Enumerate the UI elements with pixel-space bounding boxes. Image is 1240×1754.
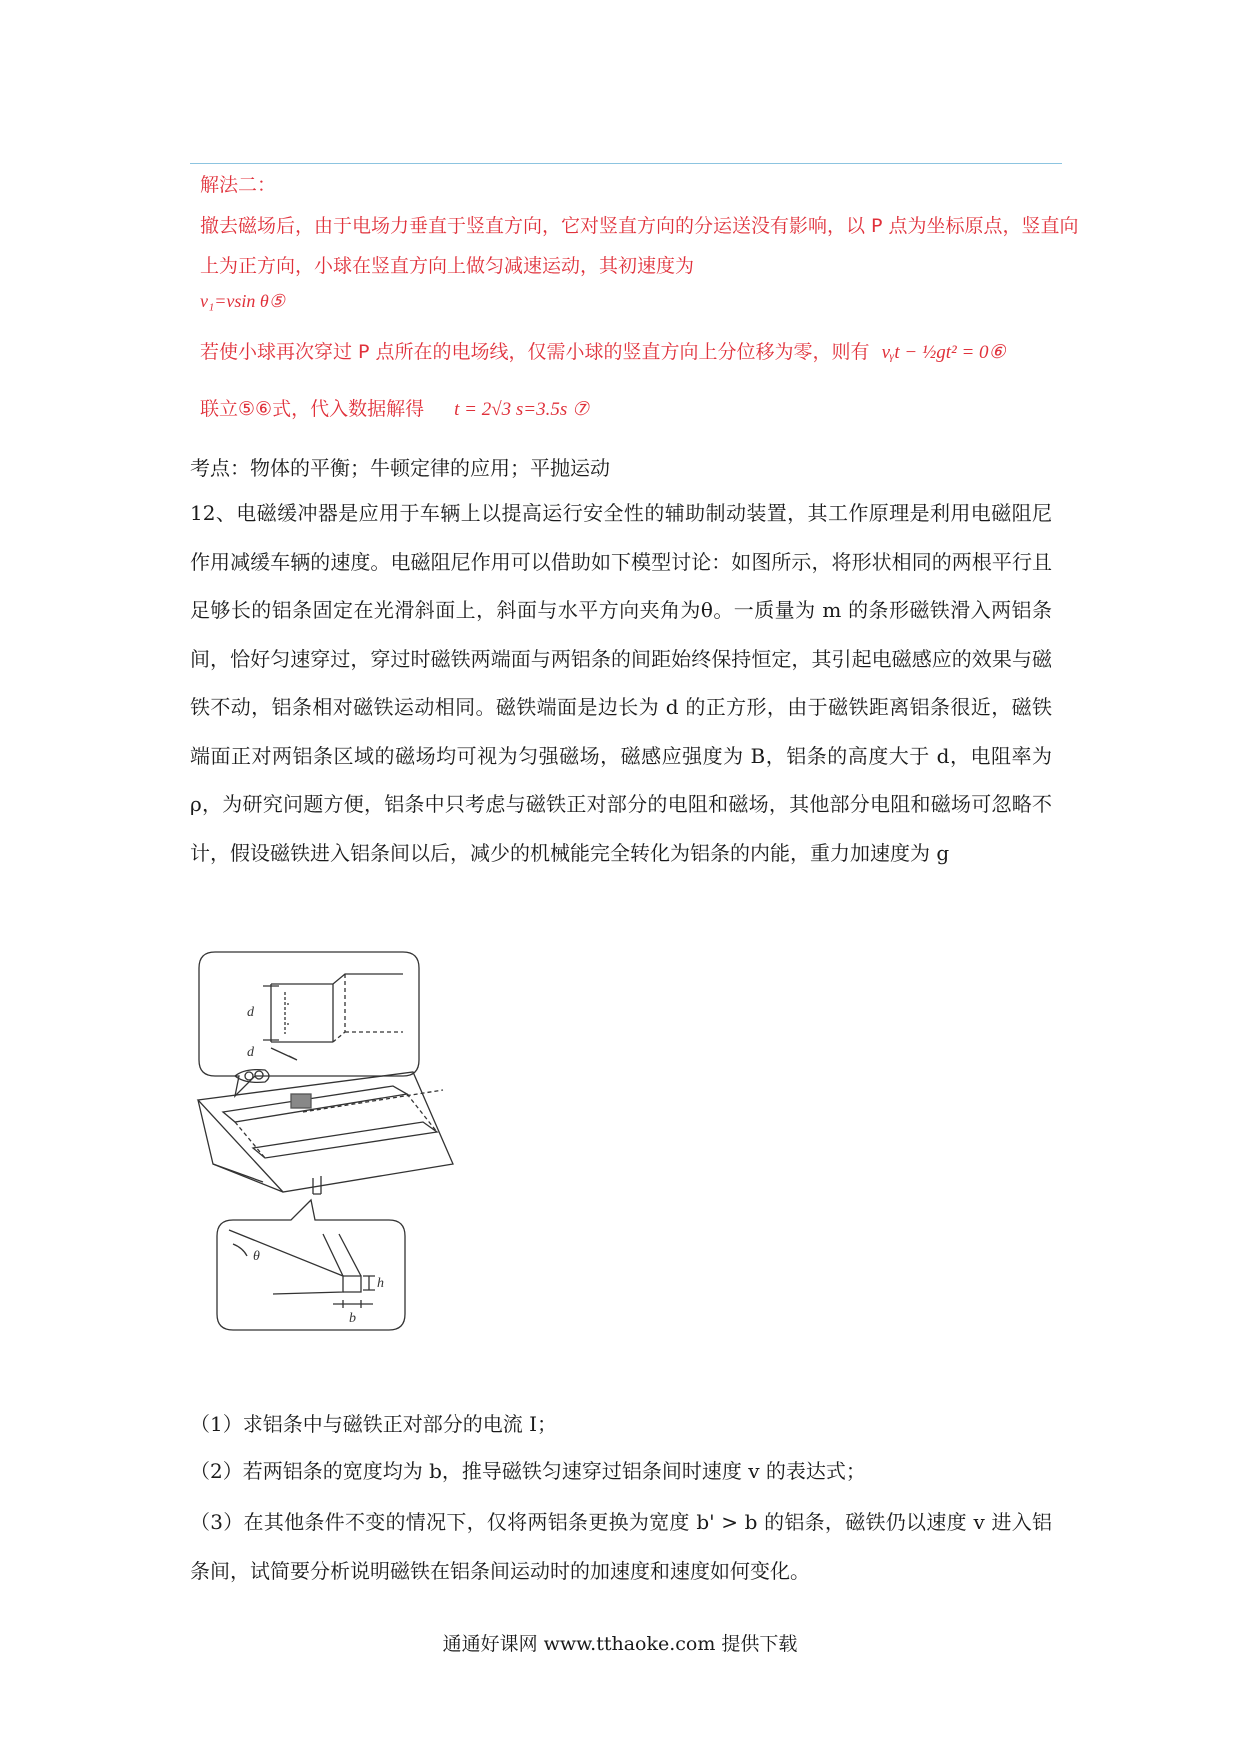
solution2-eq-7: t = 2√3 s=3.5s ⑦ <box>454 399 590 420</box>
page-footer: 通通好课网 www.tthaoke.com 提供下载 <box>442 1633 798 1655</box>
solution2-line-1: 撤去磁场后，由于电场力垂直于竖直方向，它对竖直方向的分运送没有影响，以 P 点为坐标原点，竖直向 <box>200 215 1079 237</box>
solution2-line-2: 上为正方向，小球在竖直方向上做匀减速运动，其初速度为 <box>200 255 695 277</box>
header-divider <box>190 163 1062 164</box>
solution2-line-4-text: 若使小球再次穿过 P 点所在的电场线，仅需小球的竖直方向上分位移为零，则有 <box>200 341 870 363</box>
solution2-heading: 解法二： <box>200 174 277 196</box>
label-b: b <box>349 1311 356 1326</box>
label-theta: θ <box>253 1249 260 1264</box>
question-3: （3）在其他条件不变的情况下，仅将两铝条更换为宽度 b' > b 的铝条，磁铁仍以速度 v 进入铝条间，试简要分析说明磁铁在铝条间运动时的加速度和速度如何变化。 <box>190 1510 1052 1583</box>
solution2-line-5-text: 联立⑤⑥式，代入数据解得 <box>200 398 425 420</box>
label-h: h <box>377 1276 384 1291</box>
question-1: （1）求铝条中与磁铁正对部分的电流 I； <box>190 1412 557 1436</box>
solution2-eq-5: v₁=vsin θ⑤ <box>200 291 285 311</box>
kaodian-line: 考点：物体的平衡；牛顿定律的应用；平抛运动 <box>190 456 610 480</box>
solution2-eq-6: vᵧt − ½gt² = 0⑥ <box>881 342 1006 363</box>
label-d-side: d <box>247 1045 254 1060</box>
solution2-line-5 <box>200 394 589 421</box>
problem-12-text: 12、电磁缓冲器是应用于车辆上以提高运行安全性的辅助制动装置，其工作原理是利用电磁阻尼作用减缓车辆的速度。电磁阻尼作用可以借助如下模型讨论：如图所示，将形状相同的两根平行且足够长的铝条固定在光滑斜面上，斜面与水平方向夹角为θ。一质量为 m 的条形磁铁滑入两铝条间，恰好匀速穿过，穿过时磁铁两端面与两铝条的间距始终保持恒定，其引起电磁感应的效果与磁铁不动，铝条相对磁铁运动相同。磁铁端面是边长为 d 的正方形，由于磁铁距离铝条很近，磁铁端面正对两铝条区域的磁场均可视为匀强磁场，磁感应强度为 B，铝条的高度大于 d，电阻率为ρ，为研究问题方便，铝条中只考虑与磁铁正对部分的电阻和磁场，其他部分电阻和磁场可忽略不计，假设磁铁进入铝条间以后，减少的机械能完全转化为铝条的内能，重力加速度为 g <box>190 501 1052 865</box>
solution2-line-4 <box>200 337 1006 364</box>
question-2: （2）若两铝条的宽度均为 b，推导磁铁匀速穿过铝条间时速度 v 的表达式； <box>190 1459 866 1483</box>
electromagnetic-buffer-figure <box>193 944 463 1376</box>
label-d-top: d <box>247 1005 254 1020</box>
